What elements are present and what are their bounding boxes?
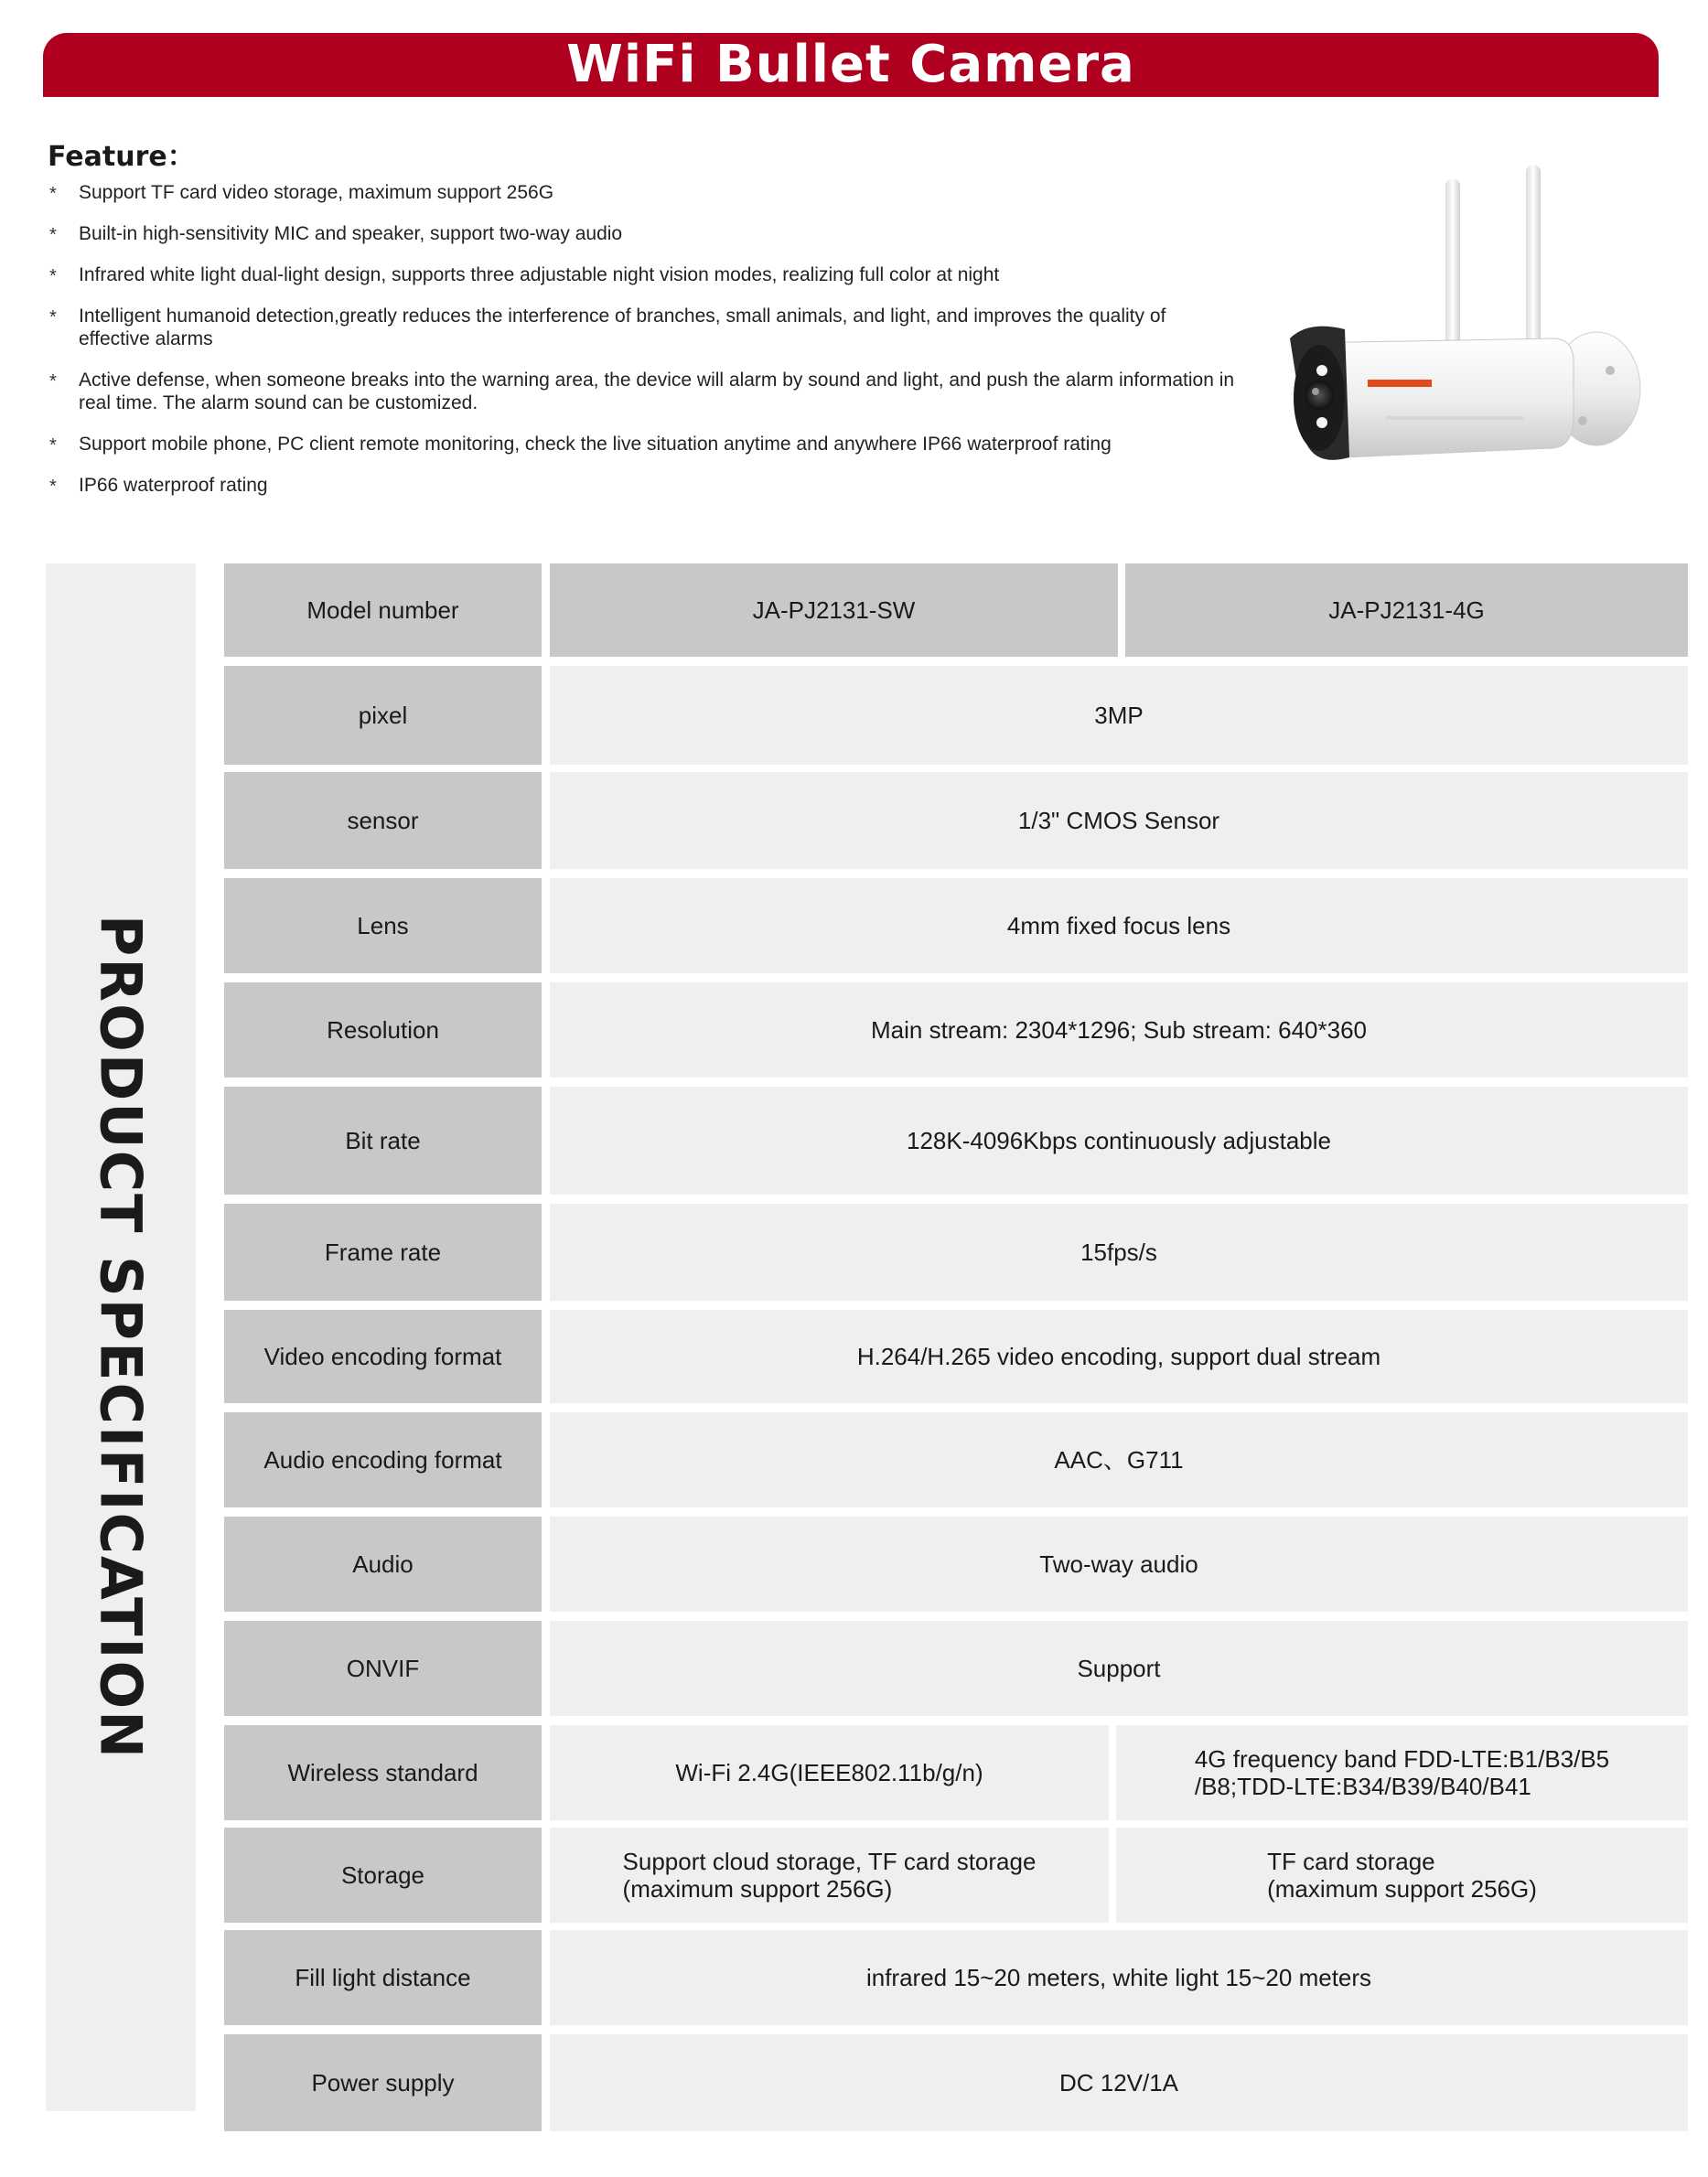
spec-row-onvif <box>224 1621 1688 1716</box>
bullet-icon: * <box>49 435 57 456</box>
spec-model-a: JA-PJ2131-SW <box>550 563 1118 657</box>
title-band <box>43 33 1659 97</box>
spec-value-4g <box>1116 1725 1688 1820</box>
feature-text: Infrared white light dual-light design, supports three adjustable night vision modes, realizing full color at night <box>79 264 1000 285</box>
feature-item <box>48 305 1204 350</box>
feature-item <box>48 369 1259 414</box>
spec-value: infrared 15~20 meters, white light 15~20 meters <box>550 1930 1688 2025</box>
feature-item <box>48 433 1228 456</box>
spec-row-lens <box>224 878 1688 973</box>
spec-label: Video encoding format <box>224 1310 542 1403</box>
page-title: WiFi Bullet Camera <box>566 35 1135 94</box>
spec-label: Fill light distance <box>224 1930 542 2025</box>
feature-text: Active defense, when someone breaks into the warning area, the device will alarm by sound and light, and push the alarm information in real time. The alarm sound can be customized. <box>79 370 1235 413</box>
spec-label: Wireless standard <box>224 1725 542 1820</box>
spec-row-video-encoding <box>224 1310 1688 1403</box>
spec-row-audio <box>224 1517 1688 1612</box>
spec-row-resolution <box>224 982 1688 1078</box>
spec-value-line: /B8;TDD-LTE:B34/B39/B40/B41 <box>1194 1773 1531 1800</box>
feature-item <box>48 222 1228 245</box>
bullet-icon: * <box>49 225 57 245</box>
spec-row-model <box>224 563 1688 657</box>
spec-model-b: JA-PJ2131-4G <box>1125 563 1688 657</box>
spec-value: AAC、G711 <box>550 1412 1688 1507</box>
spec-value-line: (maximum support 256G) <box>1267 1875 1537 1903</box>
spec-value: H.264/H.265 video encoding, support dual stream <box>550 1310 1688 1403</box>
spec-label: Frame rate <box>224 1204 542 1301</box>
spec-label: Storage <box>224 1828 542 1923</box>
spec-value-line: TF card storage <box>1267 1848 1435 1875</box>
spec-value: 128K-4096Kbps continuously adjustable <box>550 1087 1688 1195</box>
spec-label: Bit rate <box>224 1087 542 1195</box>
spec-row-framerate <box>224 1204 1688 1301</box>
spec-label: Audio encoding format <box>224 1412 542 1507</box>
spec-value-line: 4G frequency band FDD-LTE:B1/B3/B5 <box>1194 1745 1610 1773</box>
spec-label: ONVIF <box>224 1621 542 1716</box>
spec-value: 4mm fixed focus lens <box>550 878 1688 973</box>
spec-label: Audio <box>224 1517 542 1612</box>
spec-row-storage <box>224 1828 1688 1923</box>
feature-text: Intelligent humanoid detection,greatly reduces the interference of branches, small animals, and light, and improves the quality of effective alarms <box>79 306 1166 349</box>
bullet-icon: * <box>49 184 57 204</box>
feature-text: Support TF card video storage, maximum support 256G <box>79 182 554 203</box>
spec-row-pixel <box>224 666 1688 765</box>
spec-value-sw: Wi-Fi 2.4G(IEEE802.11b/g/n) <box>550 1725 1109 1820</box>
spec-value-sw <box>550 1828 1109 1923</box>
spec-row-sensor <box>224 772 1688 869</box>
spec-value: 3MP <box>550 666 1688 765</box>
spec-row-audio-encoding <box>224 1412 1688 1507</box>
spec-row-power <box>224 2034 1688 2131</box>
feature-text: Support mobile phone, PC client remote monitoring, check the live situation anytime and anywhere IP66 waterproof rating <box>79 434 1112 455</box>
feature-item <box>48 474 1228 497</box>
side-banner <box>46 563 196 2111</box>
spec-label: Lens <box>224 878 542 973</box>
spec-label: Power supply <box>224 2034 542 2131</box>
feature-list <box>48 181 1235 515</box>
spec-value: DC 12V/1A <box>550 2034 1688 2131</box>
spec-row-wireless <box>224 1725 1688 1820</box>
side-banner-text: PRODUCT SPECIFICATION <box>87 914 155 1761</box>
spec-value-line: Support cloud storage, TF card storage <box>622 1848 1037 1875</box>
spec-value: Main stream: 2304*1296; Sub stream: 640*360 <box>550 982 1688 1078</box>
spec-value: Support <box>550 1621 1688 1716</box>
camera-product-image <box>1281 156 1665 485</box>
bullet-icon: * <box>49 307 57 327</box>
feature-text: IP66 waterproof rating <box>79 475 268 496</box>
bullet-icon: * <box>49 371 57 391</box>
spec-label: sensor <box>224 772 542 869</box>
feature-heading: Feature： <box>48 141 195 173</box>
spec-value-line: (maximum support 256G) <box>622 1875 893 1903</box>
spec-row-fill-light <box>224 1930 1688 2025</box>
feature-item <box>48 181 1228 204</box>
spec-value: Two-way audio <box>550 1517 1688 1612</box>
bullet-icon: * <box>49 266 57 286</box>
spec-row-bitrate <box>224 1087 1688 1195</box>
spec-label: pixel <box>224 666 542 765</box>
spec-label: Model number <box>224 563 542 657</box>
feature-text: Built-in high-sensitivity MIC and speaker, support two-way audio <box>79 223 623 244</box>
spec-label: Resolution <box>224 982 542 1078</box>
spec-value: 1/3" CMOS Sensor <box>550 772 1688 869</box>
spec-value: 15fps/s <box>550 1204 1688 1301</box>
spec-value-4g <box>1116 1828 1688 1923</box>
bullet-icon: * <box>49 477 57 497</box>
feature-item <box>48 263 1228 286</box>
